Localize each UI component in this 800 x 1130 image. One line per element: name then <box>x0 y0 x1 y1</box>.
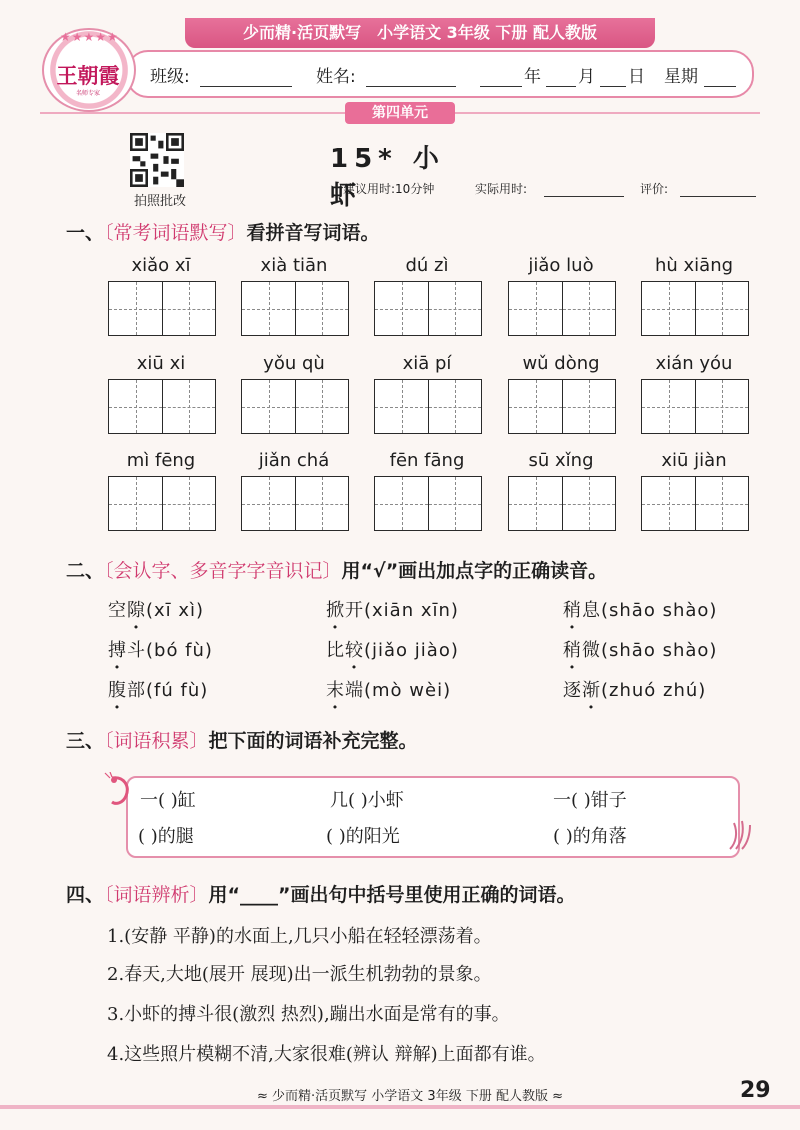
writing-grid[interactable] <box>108 379 216 434</box>
writing-grid[interactable] <box>508 379 616 434</box>
grid-cell[interactable] <box>109 477 162 530</box>
pinyin-options[interactable]: 端(mò wèi) <box>345 680 452 701</box>
sentence-item[interactable]: 3.小虾的搏斗很(激烈 热烈),蹦出水面是常有的事。 <box>107 1004 510 1025</box>
writing-grid[interactable] <box>641 281 749 336</box>
grid-cell[interactable] <box>162 477 215 530</box>
grid-cell[interactable] <box>162 380 215 433</box>
grid-cell[interactable] <box>242 380 295 433</box>
pinyin-label: hù xiāng <box>654 255 734 276</box>
grid-cell[interactable] <box>428 477 481 530</box>
pinyin-options[interactable]: 斗(bó fù) <box>127 640 213 661</box>
dotted-character: 隙 <box>127 600 146 621</box>
shrimp-icon <box>104 772 134 812</box>
writing-grid[interactable] <box>241 281 349 336</box>
pinyin-label: xián yóu <box>655 353 733 374</box>
grid-cell[interactable] <box>509 380 562 433</box>
writing-grid[interactable] <box>374 379 482 434</box>
pinyin-label: xiǎo xī <box>131 255 191 276</box>
pronunciation-item[interactable] <box>108 596 204 622</box>
footer-text: ≈ 少而精·活页默写 小学语文 3年级 下册 配人教版 ≈ <box>257 1089 563 1104</box>
word-fill-item[interactable]: 一( )缸 <box>140 790 196 811</box>
dotted-character: 掀 <box>326 600 345 621</box>
grid-cell[interactable] <box>509 282 562 335</box>
grid-cell[interactable] <box>695 477 748 530</box>
pinyin-label: wǔ dòng <box>522 353 600 374</box>
section4-instruction: 用“____”画出句中括号里使用正确的词语。 <box>208 884 576 906</box>
pinyin-label: yǒu qù <box>263 353 325 374</box>
word-fill-item[interactable]: ( )的角落 <box>553 826 627 847</box>
pinyin-options[interactable]: (xī xì) <box>146 600 205 621</box>
grid-cell[interactable] <box>695 282 748 335</box>
word-fill-box <box>126 776 740 858</box>
section4-number: 四、 <box>66 884 105 906</box>
pinyin-options[interactable]: 部(fú fù) <box>127 680 209 701</box>
year-label: 年 <box>524 67 541 87</box>
section2-heading <box>66 556 607 583</box>
writing-grid[interactable] <box>108 281 216 336</box>
grid-cell[interactable] <box>695 380 748 433</box>
dotted-character: 搏 <box>108 640 127 661</box>
word-fill-item[interactable]: ( )的腿 <box>138 826 194 847</box>
header-banner: 少而精·活页默写 小学语文 3年级 下册 配人教版 <box>185 18 655 48</box>
section4-tag: 〔词语辨析〕 <box>104 884 209 906</box>
grid-cell[interactable] <box>428 282 481 335</box>
grid-cell[interactable] <box>242 282 295 335</box>
sentence-item[interactable]: 1.(安静 平静)的水面上,几只小船在轻轻漂荡着。 <box>107 926 492 947</box>
word-prefix: 空 <box>108 600 127 621</box>
lesson-title: 15* 小 虾 <box>330 144 445 211</box>
pinyin-label: xiū xi <box>136 353 186 374</box>
unit-tab: 第四单元 <box>345 102 455 124</box>
writing-grid[interactable] <box>641 379 749 434</box>
grid-cell[interactable] <box>295 477 348 530</box>
pronunciation-item[interactable] <box>108 636 213 662</box>
pinyin-options[interactable]: 息(shāo shào) <box>582 600 718 621</box>
pinyin-options[interactable]: (zhuó zhú) <box>601 680 707 701</box>
grid-cell[interactable] <box>642 282 695 335</box>
grid-cell[interactable] <box>109 380 162 433</box>
pinyin-label: fēn fāng <box>389 450 465 471</box>
month-field[interactable] <box>546 66 576 87</box>
pronunciation-item[interactable] <box>108 676 208 702</box>
writing-grid[interactable] <box>374 281 482 336</box>
word-fill-item[interactable]: 一( )钳子 <box>553 790 627 811</box>
section3-tag: 〔词语积累〕 <box>104 730 209 752</box>
section1-tag: 〔常考词语默写〕 <box>104 222 247 244</box>
logo-text: 王朝霞 <box>56 63 120 88</box>
section3-heading <box>66 726 418 753</box>
name-field[interactable] <box>366 66 456 87</box>
class-label: 班级: <box>150 67 190 87</box>
qr-code-icon[interactable] <box>130 133 184 187</box>
pinyin-label: jiǎo luò <box>528 255 594 276</box>
footer-rule <box>0 1105 800 1109</box>
name-label: 姓名: <box>316 67 356 87</box>
pronunciation-item[interactable] <box>563 636 717 662</box>
rating-field[interactable] <box>680 182 756 197</box>
word-prefix: 逐 <box>563 680 582 701</box>
dotted-character: 较 <box>345 640 364 661</box>
section1-instruction: 看拼音写词语。 <box>246 222 380 244</box>
pinyin-label: jiǎn chá <box>258 450 330 471</box>
day-label: 日 <box>628 67 645 87</box>
grid-cell[interactable] <box>642 477 695 530</box>
dotted-character: 稍 <box>563 600 582 621</box>
section1-number: 一、 <box>66 222 105 244</box>
section1-heading <box>66 218 380 245</box>
pronunciation-item[interactable] <box>326 596 459 622</box>
grid-cell[interactable] <box>375 477 428 530</box>
grid-cell[interactable] <box>509 477 562 530</box>
pronunciation-item[interactable] <box>326 636 459 662</box>
logo-stars-icon: ★★★★★ <box>60 30 119 44</box>
suggested-time: 建议用时:10分钟 <box>343 182 435 196</box>
sentence-item[interactable]: 2.春天,大地(展开 展现)出一派生机勃勃的景象。 <box>107 964 492 985</box>
qr-label: 拍照批改 <box>133 194 186 209</box>
pinyin-label: dú zì <box>405 255 449 276</box>
section2-number: 二、 <box>66 560 105 582</box>
word-fill-item[interactable]: ( )的阳光 <box>326 826 400 847</box>
grid-cell[interactable] <box>242 477 295 530</box>
pronunciation-item[interactable] <box>326 676 451 702</box>
section4-heading <box>66 880 576 907</box>
writing-grid[interactable] <box>241 476 349 531</box>
section3-instruction: 把下面的词语补充完整。 <box>208 730 418 752</box>
dotted-character: 末 <box>326 680 345 701</box>
dotted-character: 腹 <box>108 680 127 701</box>
shrimp-tail-icon <box>726 815 754 855</box>
month-label: 月 <box>578 67 595 87</box>
grid-cell[interactable] <box>295 380 348 433</box>
pinyin-label: xiā pí <box>402 353 452 374</box>
section2-instruction: 用“√”画出加点字的正确读音。 <box>341 560 608 582</box>
day-field[interactable] <box>600 66 626 87</box>
word-prefix: 比 <box>326 640 345 661</box>
writing-grid[interactable] <box>374 476 482 531</box>
grid-cell[interactable] <box>562 282 615 335</box>
section2-tag: 〔会认字、多音字字音识记〕 <box>104 560 342 582</box>
pinyin-options[interactable]: 开(xiān xīn) <box>345 600 459 621</box>
grid-cell[interactable] <box>428 380 481 433</box>
word-fill-item[interactable]: 几( )小虾 <box>330 790 404 811</box>
dotted-character: 渐 <box>582 680 601 701</box>
pinyin-label: xiū jiàn <box>661 450 727 471</box>
section3-number: 三、 <box>66 730 105 752</box>
pinyin-options[interactable]: 微(shāo shào) <box>582 640 718 661</box>
year-field[interactable] <box>480 66 522 87</box>
actual-time-label: 实际用时: <box>475 182 528 196</box>
pinyin-label: sū xǐng <box>528 450 594 471</box>
grid-cell[interactable] <box>562 477 615 530</box>
sentence-item[interactable]: 4.这些照片模糊不清,大家很难(辨认 辩解)上面都有谁。 <box>107 1044 546 1065</box>
week-field[interactable] <box>704 66 736 87</box>
grid-cell[interactable] <box>375 282 428 335</box>
pronunciation-item[interactable] <box>563 676 706 702</box>
grid-cell[interactable] <box>642 380 695 433</box>
writing-grid[interactable] <box>508 281 616 336</box>
grid-cell[interactable] <box>375 380 428 433</box>
week-label: 星期 <box>664 67 698 87</box>
page-number: 29 <box>740 1078 771 1103</box>
logo-subtitle: 名师专家 <box>75 90 100 97</box>
grid-cell[interactable] <box>109 282 162 335</box>
actual-time-field[interactable] <box>544 182 624 197</box>
grid-cell[interactable] <box>562 380 615 433</box>
grid-cell[interactable] <box>295 282 348 335</box>
writing-grid[interactable] <box>241 379 349 434</box>
writing-grid[interactable] <box>108 476 216 531</box>
writing-grid[interactable] <box>508 476 616 531</box>
pinyin-label: mì fēng <box>126 450 196 471</box>
class-field[interactable] <box>200 66 292 87</box>
writing-grid[interactable] <box>641 476 749 531</box>
grid-cell[interactable] <box>162 282 215 335</box>
pinyin-options[interactable]: (jiǎo jiào) <box>364 640 459 661</box>
pinyin-label: xià tiān <box>260 255 328 276</box>
pronunciation-item[interactable] <box>563 596 717 622</box>
dotted-character: 稍 <box>563 640 582 661</box>
rating-label: 评价: <box>640 182 669 196</box>
